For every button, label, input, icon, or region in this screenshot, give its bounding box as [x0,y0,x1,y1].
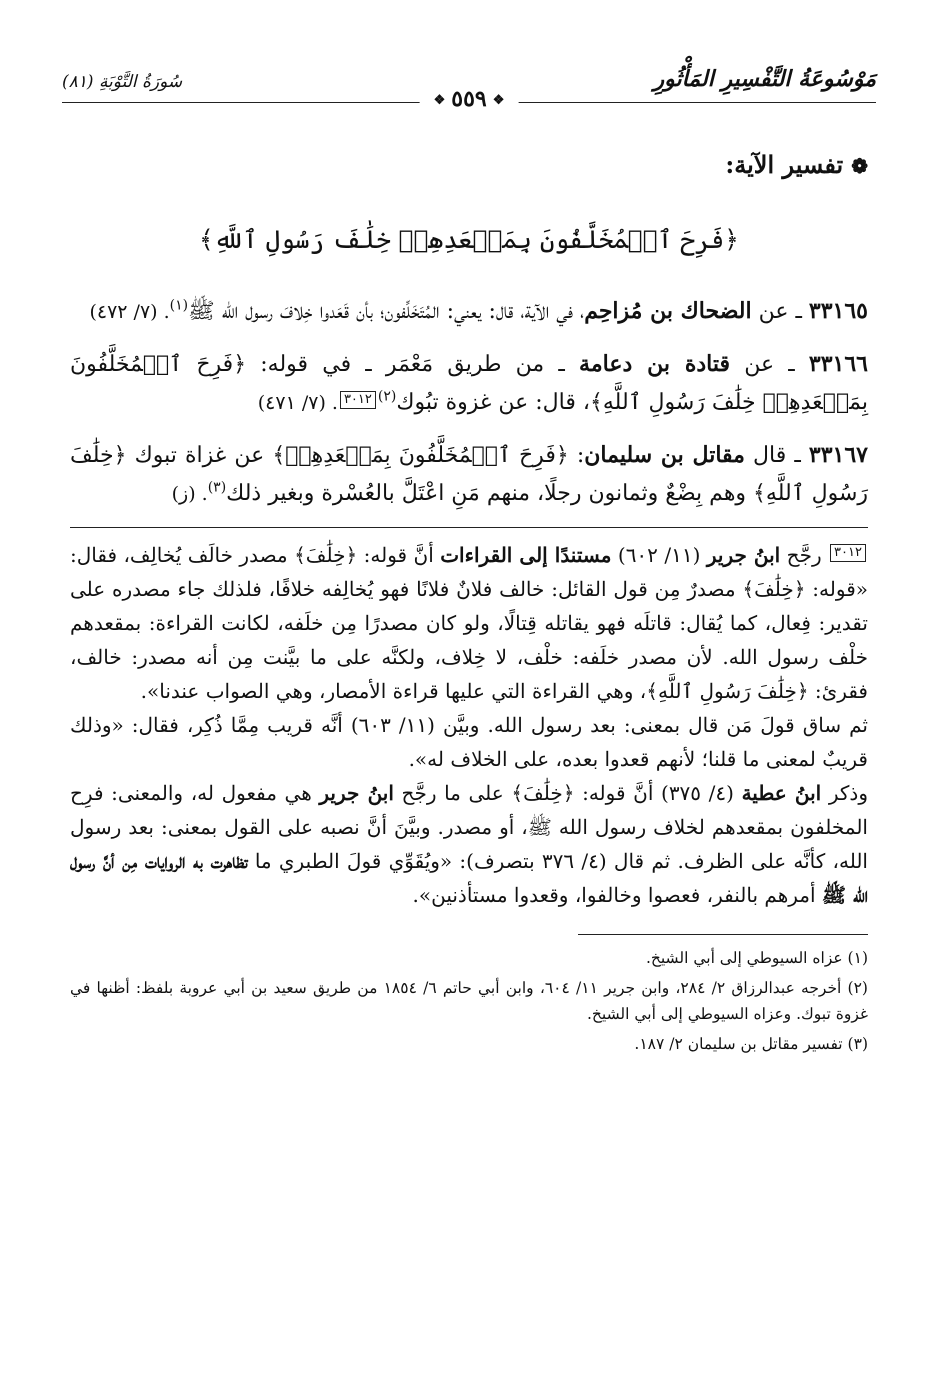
entry-text: ، في الآية، قال: يعني: المُتَخَلِّفون؛ بأن قَعَدوا خِلافَ رسول الله ﷺ [188,299,585,324]
entry-text: ـ من طريق مَعْمَر ـ في قوله: ﴿فَرِحَ ٱلۡمُخَلَّفُونَ بِمَقۡعَدِهِمۡ خِلَٰفَ رَسُولِ ٱللَّهِ﴾، قال: عن غزوة تبُوك [70,352,868,415]
entry-text: : ﴿فَرِحَ ٱلۡمُخَلَّفُونَ بِمَقۡعَدِهِمۡ﴾ عن غزاة تبوك ﴿خِلَٰفَ رَسُولِ ٱللَّهِ﴾ وهم بِضْعٌ وثمانون رجلًا، منهم مَنِ اعْتَلَّ بالعُسْرة وبغير ذلك [70,443,868,506]
narrator-name: قتادة بن دعامة [579,351,731,377]
page-number: ٥٥٩ [451,86,487,112]
footnote-marker[interactable]: (٣) [207,479,227,496]
narrator-name: مقاتل بن سليمان [584,442,745,468]
scholar-name: ابنُ عطية [741,781,822,805]
bold-phrase: مستندًا إلى القراءات [440,543,612,567]
volume-reference: . (٧/ ٤٧٢) [89,301,170,323]
quran-verse: ﴿فَرِحَ ٱلۡمُخَلَّفُونَ بِمَقۡعَدِهِمۡ خِلَٰفَ رَسُولِ ٱللَّهِ﴾ [199,225,739,254]
volume-reference: . (٧/ ٤٧١) [257,392,338,414]
page-body [70,150,868,1061]
flower-ornament-icon: ❁ [851,154,868,178]
ornament-icon: ❖ [433,92,446,108]
scholar-name: ابنُ جرير [319,781,394,805]
entry-number: ٣٣١٦٧ [808,442,868,468]
commentary-paragraph: ٣٠١٢ رجَّح ابنُ جرير (١١/ ٦٠٢) مستندًا إلى القراءات أنَّ قوله: ﴿خِلَٰفَ﴾ مصدر خالَف يُخالِف، فقال: «قوله: ﴿خِلَٰفَ﴾ مصدرٌ مِن قول القائل: خالف فلانٌ فلانًا فهو يُخالِفه خلافًا، فلذلك جاء مصدره على تقدير: فِعال، كما يُقال: قاتلَه فهو يقاتله قِتالًا، ولو كان مصدرًا مِن خلَفه، لكانت القراءة: بمقعدهم خلْف رسول الله. لأن مصدر خلَفه: خلْف، لا خِلاف، ولكنَّه على ما بيَّنت مِن أنه مصدر: خالف، فقرئ: ﴿خِلَٰفَ رَسُولِ ٱللَّهِ﴾، وهي القراءة التي عليها قراءة الأمصار، وهي الصواب عندنا». [70,543,868,703]
running-header [62,66,876,112]
narration-entry: ٣٣١٦٦ ـ عن قتادة بن دعامة ـ من طريق مَعْمَر ـ في قوله: ﴿فَرِحَ ٱلۡمُخَلَّفُونَ بِمَقۡعَدِهِمۡ خِلَٰفَ رَسُولِ ٱللَّهِ﴾، قال: عن غزوة تبُوك$^{(٢)}$٣٠١٢. (٧/ ٤٧١) [70,351,868,415]
narrator-name: الضحاك بن مُزاحِم [584,298,752,324]
footnote: (٣) تفسير مقاتل بن سليمان ٢/ ١٨٧. [634,1035,868,1053]
section-title: ❁تفسير الآية: [725,150,868,179]
footnote-marker[interactable]: (٢) [377,388,397,405]
scholar-name: ابنُ جرير [706,543,781,567]
commentary-divider [70,527,868,528]
entry-number: ٣٣١٦٥ [808,298,868,324]
note-reference-box[interactable]: ٣٠١٢ [340,391,376,409]
commentary-paragraph: ثم ساق قولَ مَن قال بمعنى: بعد رسول الله. وبيَّن (١١/ ٦٠٣) أنَّه قريب مِمَّا ذُكِر، فقال: «وذلك قريبٌ لمعنى ما قلنا؛ لأنهم قعدوا بعده، على الخلاف له». [70,713,868,771]
surah-label: سُورَةُ التَّوْبَةِ (٨١) [62,72,183,92]
commentary-paragraph: وذكر ابنُ عطية (٤/ ٣٧٥) أنَّ قوله: ﴿خِلَٰفَ﴾ على ما رجَّح ابنُ جرير هي مفعول له، والمعنى: فرِح المخلفون بمقعدهم لخلاف رسول الله ﷺ، أو مصدر. وبيَّنَ أنَّ نصبه على القول بمعنى: بعد رسول الله، كأنَّه على الظرف. ثم قال (٤/ ٣٧٦ بتصرف): «ويُقَوِّي قولَ الطبري ما تظاهرت به الروايات مِن أنَّ رسول الله ﷺ أمرهم بالنفر، فعصوا وخالفوا، وقعدوا مستأذنين». [70,781,868,907]
book-title: مَوْسُوعَةُ التَّفْسِيرِ المَأْثُورِ [653,66,876,92]
note-number-box: ٣٠١٢ [830,544,866,562]
entry-number: ٣٣١٦٦ [808,351,868,377]
footnote: (٢) أخرجه عبدالرزاق ٢/ ٢٨٤، وابن جرير ١١/ ٦٠٤، وابن أبي حاتم ٦/ ١٨٥٤ من طريق سعيد بن أبي عروبة بلفظ: أظنها في غزوة تبوك. وعزاه السيوطي إلى أبي الشيخ. [70,979,868,1023]
narration-entry: ٣٣١٦٧ ـ قال مقاتل بن سليمان: ﴿فَرِحَ ٱلۡمُخَلَّفُونَ بِمَقۡعَدِهِمۡ﴾ عن غزاة تبوك ﴿خِلَٰفَ رَسُولِ ٱللَّهِ﴾ وهم بِضْعٌ وثمانون رجلًا، منهم مَنِ اعْتَلَّ بالعُسْرة وبغير ذلك$^{(٣)}$. (ز) [70,442,868,506]
volume-reference: . (ز) [171,483,208,505]
bold-phrase: تظاهرت به الروايات مِن أنَّ رسول الله ﷺ [70,849,868,907]
footnote-separator [578,934,868,935]
page-number-block [420,86,519,112]
footnote: (١) عزاه السيوطي إلى أبي الشيخ. [645,949,868,967]
footnote-marker[interactable]: (١) [169,297,189,314]
ornament-icon: ❖ [492,92,505,108]
narration-entry: ٣٣١٦٥ ـ عن الضحاك بن مُزاحِم، في الآية، قال: يعني: المُتَخَلِّفون؛ بأن قَعَدوا خِلافَ رسول الله ﷺ$^{(١)}$. (٧/ ٤٧٢) [89,297,868,324]
